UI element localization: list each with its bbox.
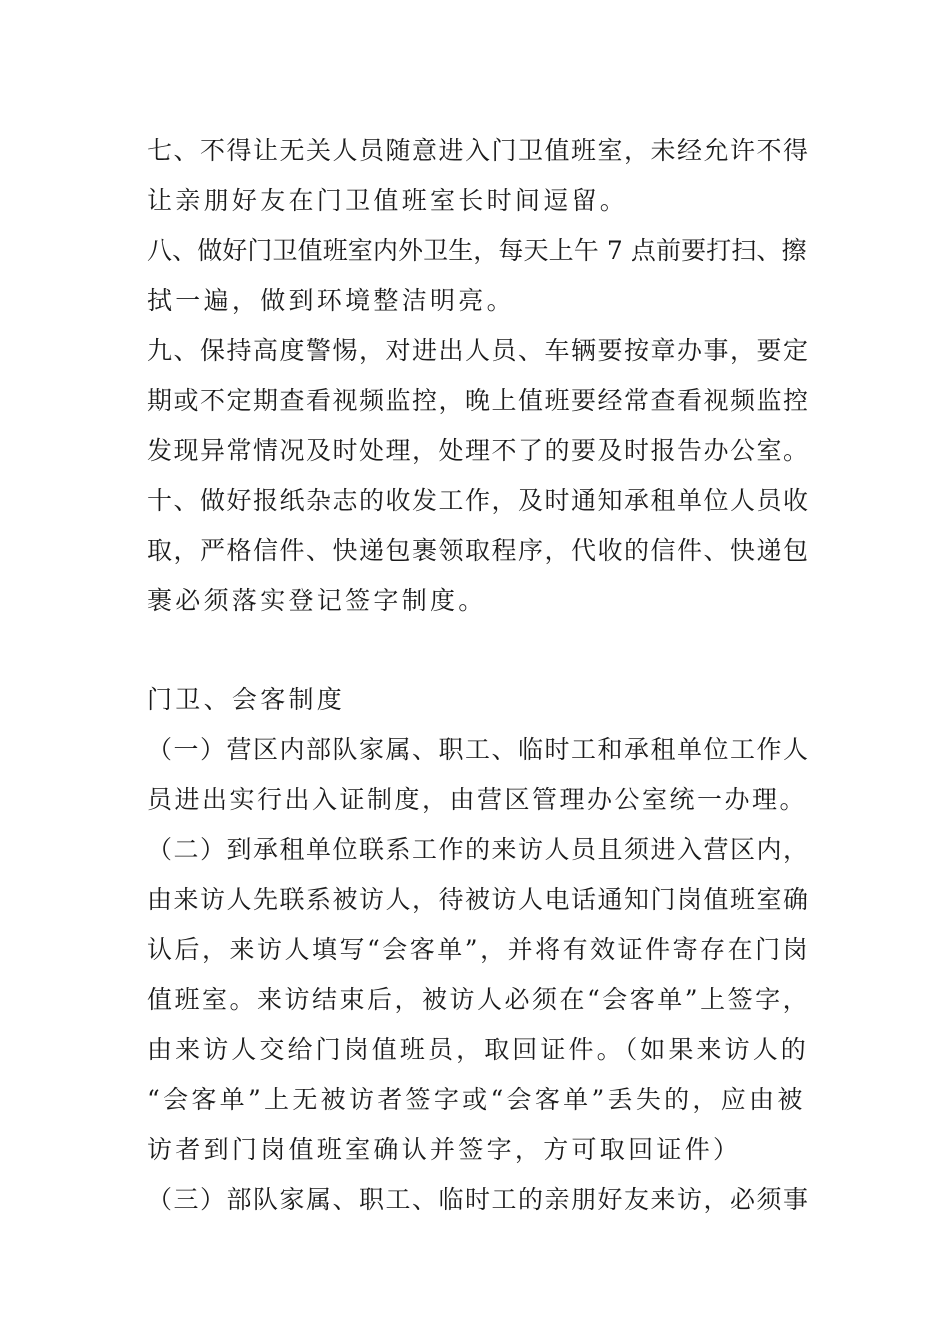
clause-2-line-4: 值班室。来访结束后，被访人必须在“会客单”上签字， bbox=[147, 985, 811, 1014]
clause-2-line-7: 访者到门岗值班室确认并签字，方可取回证件） bbox=[147, 1135, 742, 1164]
clause-2-line-6: “会客单”上无被访者签字或“会客单”丢失的，应由被 bbox=[147, 1085, 806, 1114]
rule-9-line-3: 发现异常情况及时处理，处理不了的要及时报告办公室。 bbox=[147, 436, 810, 465]
rule-10-line-1: 十、做好报纸杂志的收发工作，及时通知承租单位人员收 bbox=[147, 486, 810, 515]
clause-2-line-5: 由来访人交给门岗值班员，取回证件。（如果来访人的 bbox=[147, 1035, 809, 1064]
rule-8-line-1: 八、做好门卫值班室内外卫生，每天上午 7 点前要打扫、擦 bbox=[147, 236, 807, 265]
clause-2-line-2: 由来访人先联系被访人，待被访人电话通知门岗值班室确 bbox=[147, 885, 810, 914]
clause-1-line-2: 员进出实行出入证制度，由营区管理办公室统一办理。 bbox=[147, 785, 808, 814]
clause-2-line-1: （二）到承租单位联系工作的来访人员且须进入营区内， bbox=[147, 835, 810, 864]
rule-9-line-2: 期或不定期查看视频监控，晚上值班要经常查看视频监控 bbox=[147, 386, 810, 415]
rule-10-line-2: 取，严格信件、快递包裹领取程序，代收的信件、快递包 bbox=[147, 536, 810, 565]
rule-7-line-1: 七、不得让无关人员随意进入门卫值班室，未经允许不得 bbox=[147, 136, 810, 165]
clause-3-line-1: （三）部队家属、职工、临时工的亲朋好友来访，必须事 bbox=[147, 1185, 810, 1214]
clause-2-line-3: 认后，来访人填写“会客单”，并将有效证件寄存在门岗 bbox=[147, 935, 811, 964]
section-title: 门卫、会客制度 bbox=[147, 685, 346, 714]
rule-10-line-3: 裹必须落实登记签字制度。 bbox=[147, 586, 487, 615]
clause-1-line-1: （一）营区内部队家属、职工、临时工和承租单位工作人 bbox=[147, 735, 810, 764]
rule-9-line-1: 九、保持高度警惕，对进出人员、车辆要按章办事，要定 bbox=[147, 336, 810, 365]
rule-7-line-2: 让亲朋好友在门卫值班室长时间逗留。 bbox=[147, 186, 629, 215]
rule-8-line-2: 拭一遍，做到环境整洁明亮。 bbox=[147, 286, 515, 315]
